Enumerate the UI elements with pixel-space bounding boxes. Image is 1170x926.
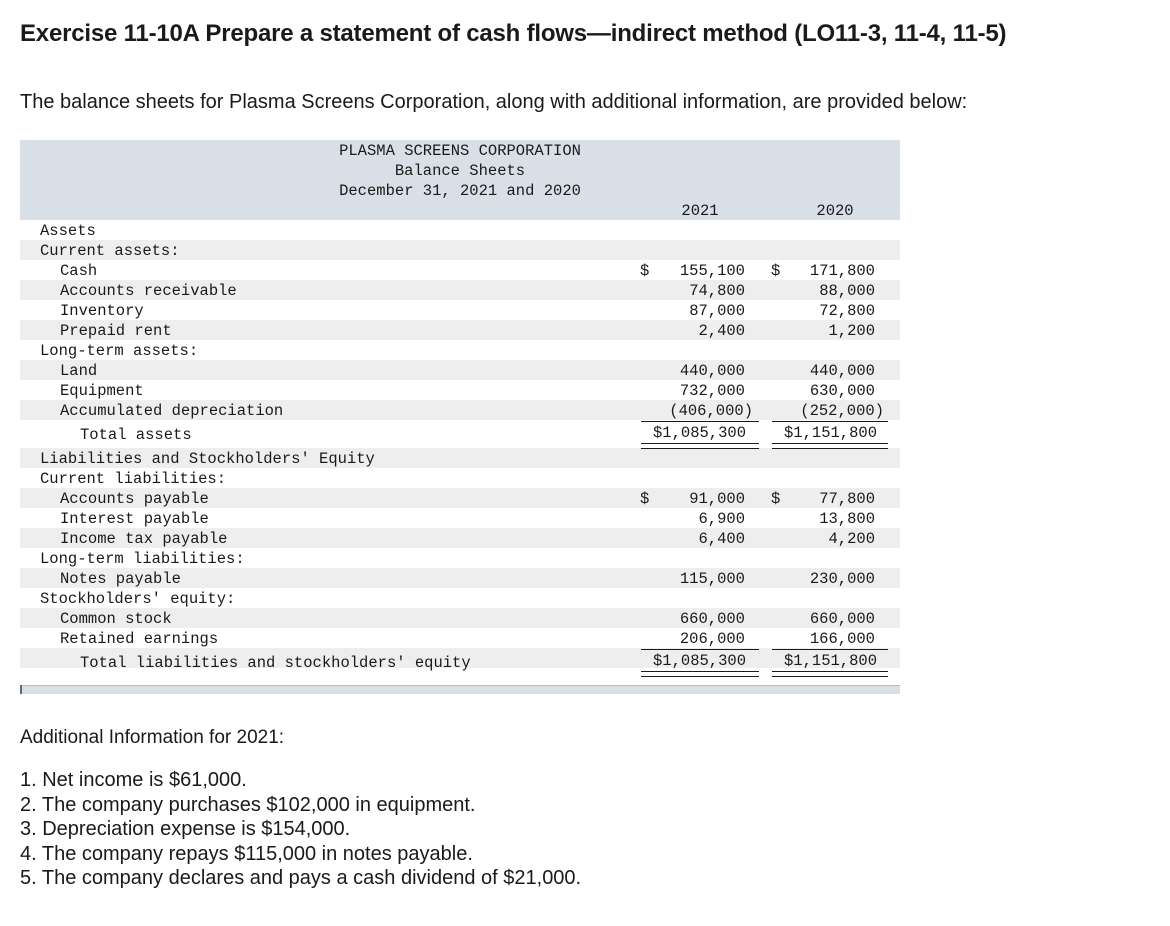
value-2021: 660,000: [679, 610, 745, 628]
column-header-2021: 2021: [681, 202, 719, 220]
subsection-heading: Stockholders' equity:: [40, 590, 236, 608]
underline: [641, 649, 759, 650]
value-2020: 88,000: [819, 282, 875, 300]
row-label: Accounts receivable: [60, 282, 237, 300]
statement-period: December 31, 2021 and 2020: [339, 182, 581, 200]
value-2020: 230,000: [809, 570, 875, 588]
table-footer-bar: [20, 685, 900, 694]
dollar-sign: $: [640, 490, 650, 508]
row-label: Total liabilities and stockholders' equity: [80, 654, 471, 672]
value-2021: $1,085,300: [652, 652, 746, 670]
value-2021: 6,400: [698, 530, 745, 548]
value-2021: 6,900: [698, 510, 745, 528]
value-2021: (406,000): [669, 402, 753, 420]
value-2021: 206,000: [679, 630, 745, 648]
value-2020: 660,000: [809, 610, 875, 628]
value-2020: 171,800: [809, 262, 875, 280]
dollar-sign: $: [771, 262, 781, 280]
list-item: 5. The company declares and pays a cash dividend of $21,000.: [20, 867, 582, 889]
value-2020: $1,151,800: [783, 424, 877, 442]
value-2020: 440,000: [809, 362, 875, 380]
value-2020: 166,000: [809, 630, 875, 648]
value-2020: (252,000): [800, 402, 884, 420]
value-2021: 74,800: [689, 282, 745, 300]
double-underline: [641, 671, 759, 677]
dollar-sign: $: [640, 262, 650, 280]
value-2021: $1,085,300: [652, 424, 746, 442]
row-label: Cash: [60, 262, 98, 280]
double-underline: [772, 671, 888, 677]
value-2021: 732,000: [679, 382, 745, 400]
list-item: 2. The company purchases $102,000 in equipment.: [20, 793, 476, 816]
underline: [772, 649, 888, 650]
value-2020: 13,800: [819, 510, 875, 528]
row-label: Land: [60, 362, 98, 380]
row-label: Retained earnings: [60, 630, 219, 648]
row-label: Income tax payable: [60, 530, 228, 548]
statement-name: Balance Sheets: [394, 162, 526, 180]
row-label: Notes payable: [60, 570, 181, 588]
row-label: Accumulated depreciation: [60, 402, 284, 420]
value-2021: 155,100: [679, 262, 745, 280]
subsection-heading: Current liabilities:: [40, 470, 227, 488]
underline: [772, 421, 888, 422]
subsection-heading: Long-term liabilities:: [40, 550, 245, 568]
list-item: 4. The company repays $115,000 in notes payable.: [20, 842, 473, 865]
row-label: Equipment: [60, 382, 144, 400]
row-label: Common stock: [60, 610, 172, 628]
row-label: Inventory: [60, 302, 144, 320]
additional-info-heading: Additional Information for 2021:: [20, 727, 285, 748]
subsection-heading: Current assets:: [40, 242, 180, 260]
page-title: Exercise 11-10A Prepare a statement of cash flows—indirect method (LO11-3, 11-4, 11-5): [20, 20, 1007, 47]
value-2021: 440,000: [679, 362, 745, 380]
value-2020: 4,200: [828, 530, 875, 548]
list-item: 3. Depreciation expense is $154,000.: [20, 818, 351, 840]
subsection-heading: Long-term assets:: [40, 342, 199, 360]
double-underline: [641, 443, 759, 449]
value-2020: 630,000: [809, 382, 875, 400]
list-item: 1. Net income is $61,000.: [20, 769, 247, 791]
row-label: Total assets: [80, 426, 192, 444]
row-label: Interest payable: [60, 510, 209, 528]
column-header-2020: 2020: [816, 202, 854, 220]
row-band: [20, 360, 900, 380]
value-2021: 2,400: [698, 322, 745, 340]
table-footer-tick: [20, 685, 22, 694]
additional-info-list: [20, 768, 581, 891]
value-2020: 77,800: [819, 490, 875, 508]
dollar-sign: $: [771, 490, 781, 508]
double-underline: [772, 443, 888, 449]
section-heading: Assets: [40, 222, 96, 240]
value-2020: $1,151,800: [783, 652, 877, 670]
section-heading: Liabilities and Stockholders' Equity: [40, 450, 375, 468]
underline: [641, 421, 759, 422]
value-2021: 91,000: [689, 490, 745, 508]
intro-text: The balance sheets for Plasma Screens Corporation, along with additional information, are provided below:: [20, 91, 968, 113]
value-2021: 87,000: [689, 302, 745, 320]
balance-sheet: [20, 140, 900, 693]
value-2021: 115,000: [679, 570, 745, 588]
company-name: PLASMA SCREENS CORPORATION: [339, 142, 581, 160]
value-2020: 1,200: [828, 322, 875, 340]
row-label: Prepaid rent: [60, 322, 172, 340]
row-label: Accounts payable: [60, 490, 209, 508]
value-2020: 72,800: [819, 302, 875, 320]
